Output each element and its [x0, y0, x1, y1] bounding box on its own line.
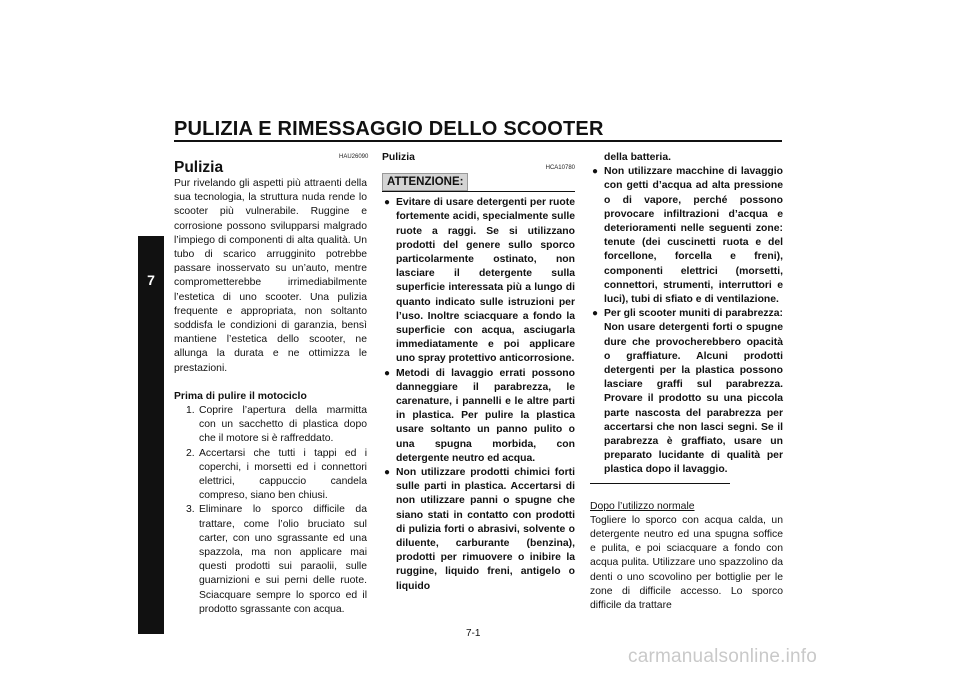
list-item — [590, 307, 783, 477]
caution-rule — [382, 191, 575, 192]
bullet-icon: ● — [384, 467, 391, 479]
caution-end-rule — [590, 483, 730, 484]
page-number: 7-1 — [466, 628, 481, 639]
step-text: Coprire l’apertura della marmitta con un sacchetto di plastica dopo che il motore si è raffreddato. — [199, 405, 367, 445]
step-text: Accertarsi che tutti i tappi ed i coperchi, i morsetti ed i connettori elettrici, cappuccio candela compreso, siano ben chiusi. — [199, 447, 367, 502]
bullet-text: Non utilizzare macchine di lavaggio con getti d’acqua ad alta pressione o di vapore, perché possono provocare infiltrazioni d’acqua e deterioramenti nelle seguenti zone: tenute (dei cuscinetti ruota e del forcellone, forcella e freni), componenti elettrici (morsetti, connettori, strumenti, interruttori e luci), tubi di sfiato e di ventilazione. — [604, 166, 783, 306]
list-item — [174, 404, 367, 447]
step-number: 2. — [186, 447, 195, 459]
bullet-icon: ● — [592, 166, 599, 178]
bullet-icon: ● — [592, 308, 599, 320]
ref-code-cleaning: HAU26090 — [339, 154, 369, 160]
subheading-before-cleaning: Prima di pulire il motociclo — [174, 390, 307, 402]
list-item — [382, 466, 575, 594]
chapter-tab — [138, 236, 164, 634]
title-rule — [174, 140, 782, 142]
step-number: 1. — [186, 405, 195, 417]
bullet-text: Metodi di lavaggio errati possono danneggiare il parabrezza, le carenature, i pannelli e le altre parti in plastica. Per pulire la plastica usare soltanto un panno pulito o una spugna morbida, con detergente neutro ed acqua. — [396, 367, 575, 464]
caution-bullets-continued — [590, 165, 783, 477]
list-item — [382, 196, 575, 366]
chapter-number: 7 — [147, 272, 155, 288]
bullet-icon: ● — [384, 197, 391, 209]
caution-label: ATTENZIONE: — [382, 173, 468, 191]
bullet-text: Non utilizzare prodotti chimici forti sulle parti in plastica. Accertarsi di non utilizzare panni o spugne che siano stati in contatto con prodotti di pulizia forti o abrasivi, solvente o diluente, carburante (benzina), prodotti per rimuovere o inibire la ruggine, liquido freni, antigelo o liquido — [396, 467, 575, 592]
after-use-heading: Dopo l’utilizzo normale — [590, 500, 695, 512]
bullet-icon: ● — [384, 367, 391, 379]
watermark: carmanualsonline.info — [628, 646, 818, 667]
column-2 — [382, 151, 575, 594]
list-item — [590, 165, 783, 307]
after-use-paragraph: Togliere lo sporco con acqua calda, un detergente neutro ed una spugna soffice e pulita, e poi sciacquare a fondo con acqua pulita. Utilizzare uno spazzolino da denti o uno scovolino per bottiglie per le zone di difficile accesso. Lo sporco difficile da trattare — [590, 514, 783, 612]
column-1 — [174, 159, 367, 617]
list-item — [382, 367, 575, 466]
list-item — [174, 447, 367, 504]
caution-bullets — [382, 196, 575, 594]
step-number: 3. — [186, 504, 195, 516]
bullet-text: Evitare di usare detergenti per ruote fortemente acidi, specialmente sulle ruote a raggi. Se si utilizzano prodotti del genere sullo sporco particolarmente ostinato, non lasciare il detergente sulla superficie interessata più a lungo di quanto indicato sulle istruzioni per l’uso. Inoltre sciacquare a fondo la superficie con acqua, asciugarla immediatamente e poi applicare uno spray protettivo anticorrosione. — [396, 197, 575, 365]
list-item — [174, 503, 367, 617]
section-title: Pulizia — [174, 159, 224, 176]
cleaning-heading: Pulizia — [382, 152, 415, 163]
bullet-text: Per gli scooter muniti di parabrezza: Non usare detergenti forti o spugne dure che provocherebbero opacità o graffiature. Alcuni prodotti detergenti per la plastica possono lasciare graffi sul parabrezza. Provare il prodotto su una piccola parte nascosta del parabrezza per accertarsi che non lasci segni. Se il parabrezza è graffiato, usare un preparato lucidante di qualità per plastica dopo il lavaggio. — [604, 308, 783, 476]
page-title: PULIZIA E RIMESSAGGIO DELLO SCOOTER — [174, 118, 604, 140]
continuation-text: della batteria. — [604, 152, 671, 163]
ref-code-caution: HCA10780 — [545, 165, 575, 172]
intro-paragraph: Pur rivelando gli aspetti più attraenti della sua tecnologia, la struttura nuda rende lo scooter più vulnerabile. Ruggine e corrosione possono svilupparsi malgrado l’impiego di componenti di alta qualità. Un tubo di scarico arrugginito potrebbe passare inosservato su un’auto, mentre comprometterebbe irrimediabilmente l’estetica di uno scooter. Una pulizia frequente e appropriata, non soltanto soddisfa le condizioni di garanzia, bensì mantiene l’estetica dello scooter, ne allunga la durata e ne ottimizza le prestazioni. — [174, 178, 367, 374]
column-3 — [590, 151, 783, 613]
steps-list — [174, 404, 367, 617]
step-text: Eliminare lo sporco difficile da trattare, come l’olio bruciato sul carter, con uno sgrassante ed una spazzola, ma non applicare mai questi prodotti sui paraolii, sulle guarnizioni e sui perni delle ruote. Sciacquare sempre lo sporco ed il prodotto sgrassante con acqua. — [199, 504, 367, 615]
